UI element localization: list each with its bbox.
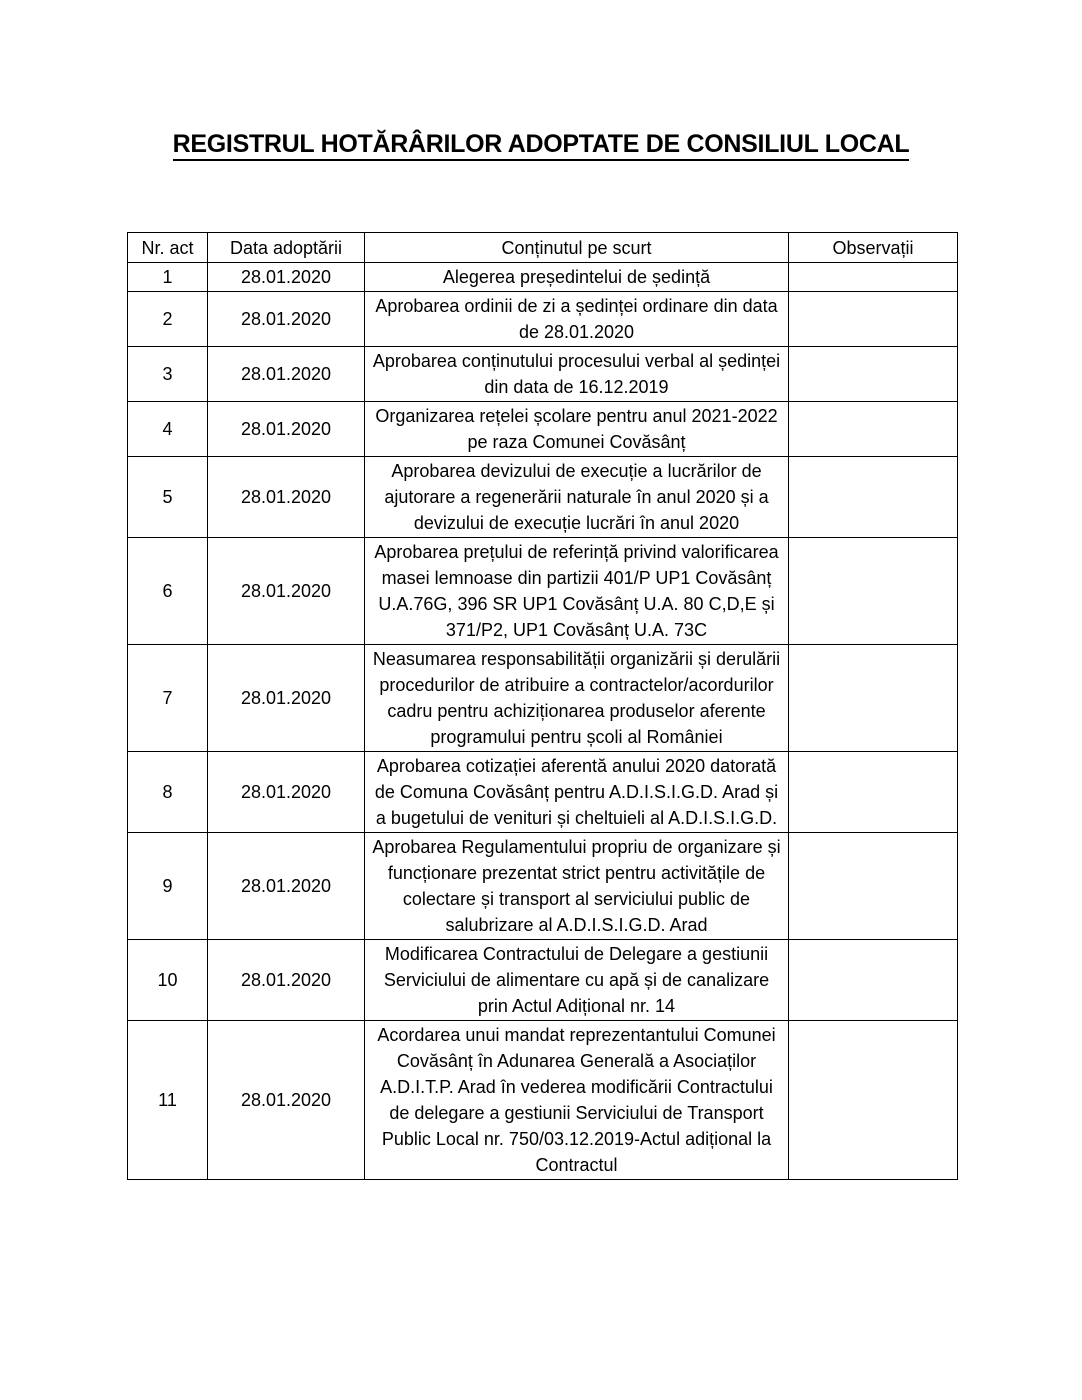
cell-nr: 4 <box>128 402 208 457</box>
table-row <box>128 833 958 940</box>
cell-continut: Neasumarea responsabilității organizării și derulării procedurilor de atribuire a contractelor/acordurilor cadru pentru achiziționarea produselor aferente programului pentru școli al României <box>365 645 789 752</box>
column-header-data-adoptarii: Data adoptării <box>208 233 365 263</box>
header-row <box>128 233 958 263</box>
cell-data: 28.01.2020 <box>208 402 365 457</box>
table-row <box>128 457 958 538</box>
cell-nr: 11 <box>128 1021 208 1180</box>
cell-data: 28.01.2020 <box>208 347 365 402</box>
cell-data: 28.01.2020 <box>208 752 365 833</box>
cell-continut: Aprobarea conținutului procesului verbal al ședinței din data de 16.12.2019 <box>365 347 789 402</box>
cell-observatii <box>789 457 958 538</box>
cell-nr: 5 <box>128 457 208 538</box>
cell-continut: Acordarea unui mandat reprezentantului Comunei Covăsânț în Adunarea Generală a Asociaților A.D.I.T.P. Arad în vederea modificării Contractului de delegare a gestiunii Serviciului de Transport Public Local nr. 750/03.12.2019-Actul adițional la Contractul <box>365 1021 789 1180</box>
cell-continut: Aprobarea devizului de execuție a lucrărilor de ajutorare a regenerării naturale în anul 2020 și a devizului de execuție lucrări în anul 2020 <box>365 457 789 538</box>
cell-data: 28.01.2020 <box>208 1021 365 1180</box>
cell-data: 28.01.2020 <box>208 263 365 292</box>
cell-observatii <box>789 645 958 752</box>
table-body <box>128 263 958 1180</box>
cell-continut: Modificarea Contractului de Delegare a gestiunii Serviciului de alimentare cu apă și de canalizare prin Actul Adițional nr. 14 <box>365 940 789 1021</box>
page-title-text: REGISTRUL HOTĂRÂRILOR ADOPTATE DE CONSILIUL LOCAL <box>173 130 910 161</box>
cell-nr: 1 <box>128 263 208 292</box>
cell-nr: 9 <box>128 833 208 940</box>
cell-continut: Aprobarea prețului de referință privind valorificarea masei lemnoase din partizii 401/P UP1 Covăsânț U.A.76G, 396 SR UP1 Covăsânț U.A. 80 C,D,E și 371/P2, UP1 Covăsânț U.A. 73C <box>365 538 789 645</box>
cell-observatii <box>789 538 958 645</box>
cell-observatii <box>789 752 958 833</box>
cell-data: 28.01.2020 <box>208 457 365 538</box>
table-row <box>128 1021 958 1180</box>
column-header-nr-act: Nr. act <box>128 233 208 263</box>
table-row <box>128 347 958 402</box>
cell-nr: 10 <box>128 940 208 1021</box>
cell-data: 28.01.2020 <box>208 940 365 1021</box>
cell-continut: Organizarea rețelei școlare pentru anul 2021-2022 pe raza Comunei Covăsânț <box>365 402 789 457</box>
table-header <box>128 233 958 263</box>
cell-observatii <box>789 292 958 347</box>
cell-nr: 6 <box>128 538 208 645</box>
cell-observatii <box>789 833 958 940</box>
cell-observatii <box>789 263 958 292</box>
cell-data: 28.01.2020 <box>208 645 365 752</box>
cell-continut: Aprobarea ordinii de zi a ședinței ordinare din data de 28.01.2020 <box>365 292 789 347</box>
table-row <box>128 263 958 292</box>
table-row <box>128 940 958 1021</box>
column-header-continut: Conținutul pe scurt <box>365 233 789 263</box>
cell-observatii <box>789 1021 958 1180</box>
cell-nr: 2 <box>128 292 208 347</box>
cell-data: 28.01.2020 <box>208 833 365 940</box>
cell-continut: Aprobarea cotizației aferentă anului 2020 datorată de Comuna Covăsânț pentru A.D.I.S.I.G.D. Arad și a bugetului de venituri și cheltuieli al A.D.I.S.I.G.D. <box>365 752 789 833</box>
cell-observatii <box>789 347 958 402</box>
table-row <box>128 538 958 645</box>
page-title <box>0 130 1082 159</box>
cell-observatii <box>789 402 958 457</box>
table-row <box>128 292 958 347</box>
cell-nr: 8 <box>128 752 208 833</box>
cell-continut: Alegerea președintelui de ședință <box>365 263 789 292</box>
table-row <box>128 752 958 833</box>
column-header-observatii: Observații <box>789 233 958 263</box>
decisions-table <box>127 232 958 1180</box>
cell-data: 28.01.2020 <box>208 538 365 645</box>
cell-continut: Aprobarea Regulamentului propriu de organizare și funcționare prezentat strict pentru activitățile de colectare și transport al serviciului public de salubrizare al A.D.I.S.I.G.D. Arad <box>365 833 789 940</box>
cell-observatii <box>789 940 958 1021</box>
cell-nr: 7 <box>128 645 208 752</box>
table-row <box>128 402 958 457</box>
cell-data: 28.01.2020 <box>208 292 365 347</box>
cell-nr: 3 <box>128 347 208 402</box>
table-row <box>128 645 958 752</box>
